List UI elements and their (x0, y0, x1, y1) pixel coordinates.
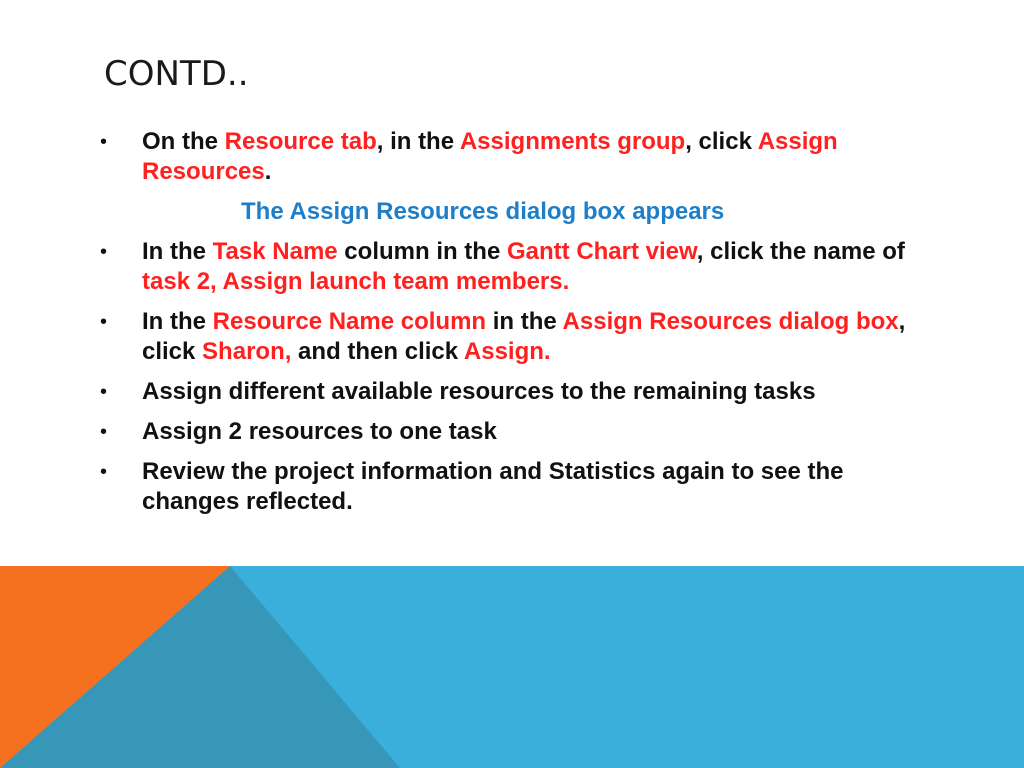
highlighted-text-segment: Assign. (463, 338, 551, 365)
text-segment: and then click (291, 338, 464, 365)
text-segment: Review the project information and Statistics again to see the changes reflected. (142, 458, 844, 515)
text-segment: In the (142, 308, 213, 335)
text-segment: Assign different available resources to the remaining tasks (142, 378, 816, 405)
text-segment: , click (685, 128, 758, 155)
dialog-note: The Assign Resources dialog box appears (241, 198, 725, 225)
bullet-item (100, 127, 920, 187)
bullet-marker: • (100, 241, 108, 263)
bullet-list (100, 127, 920, 527)
bullet-text (142, 128, 838, 185)
bullet-text (142, 238, 905, 295)
highlighted-text-segment: task 2, Assign launch team members. (142, 268, 570, 295)
text-segment: , click the name of (696, 238, 905, 265)
bullet-text (142, 308, 905, 365)
bullet-marker: • (100, 461, 108, 483)
bullet-text (142, 418, 497, 445)
bullet-marker: • (100, 131, 108, 153)
highlighted-text-segment: Task Name (212, 238, 338, 265)
bullet-item (100, 237, 920, 297)
slide-title: CONTD.. (104, 54, 249, 94)
bullet-item (100, 307, 920, 367)
highlighted-text-segment: Sharon, (202, 338, 292, 365)
bullet-marker: • (100, 381, 108, 403)
text-segment: . (264, 158, 272, 185)
bullet-marker: • (100, 421, 108, 443)
highlighted-text-segment: Assignments group (459, 128, 686, 155)
text-segment: , in the (376, 128, 460, 155)
highlighted-text-segment: Gantt Chart view (506, 238, 697, 265)
highlighted-text-segment: Resource Name column (212, 308, 487, 335)
bullet-item (100, 457, 920, 517)
highlighted-text-segment: Assign Resources (142, 128, 838, 185)
bullet-marker: • (100, 311, 108, 333)
highlighted-text-segment: Assign Resources dialog box (562, 308, 899, 335)
bullet-text (142, 458, 843, 515)
highlighted-text-segment: Resource tab (224, 128, 377, 155)
text-segment: in the (486, 308, 563, 335)
text-segment: On the (142, 128, 225, 155)
text-segment: In the (142, 238, 213, 265)
decorative-color-band (0, 566, 1024, 768)
bullet-item (100, 377, 920, 407)
text-segment: , click (142, 308, 906, 365)
bullet-text (142, 378, 816, 405)
text-segment: column in the (337, 238, 507, 265)
bullet-item (100, 417, 920, 447)
text-segment: Assign 2 resources to one task (142, 418, 497, 445)
